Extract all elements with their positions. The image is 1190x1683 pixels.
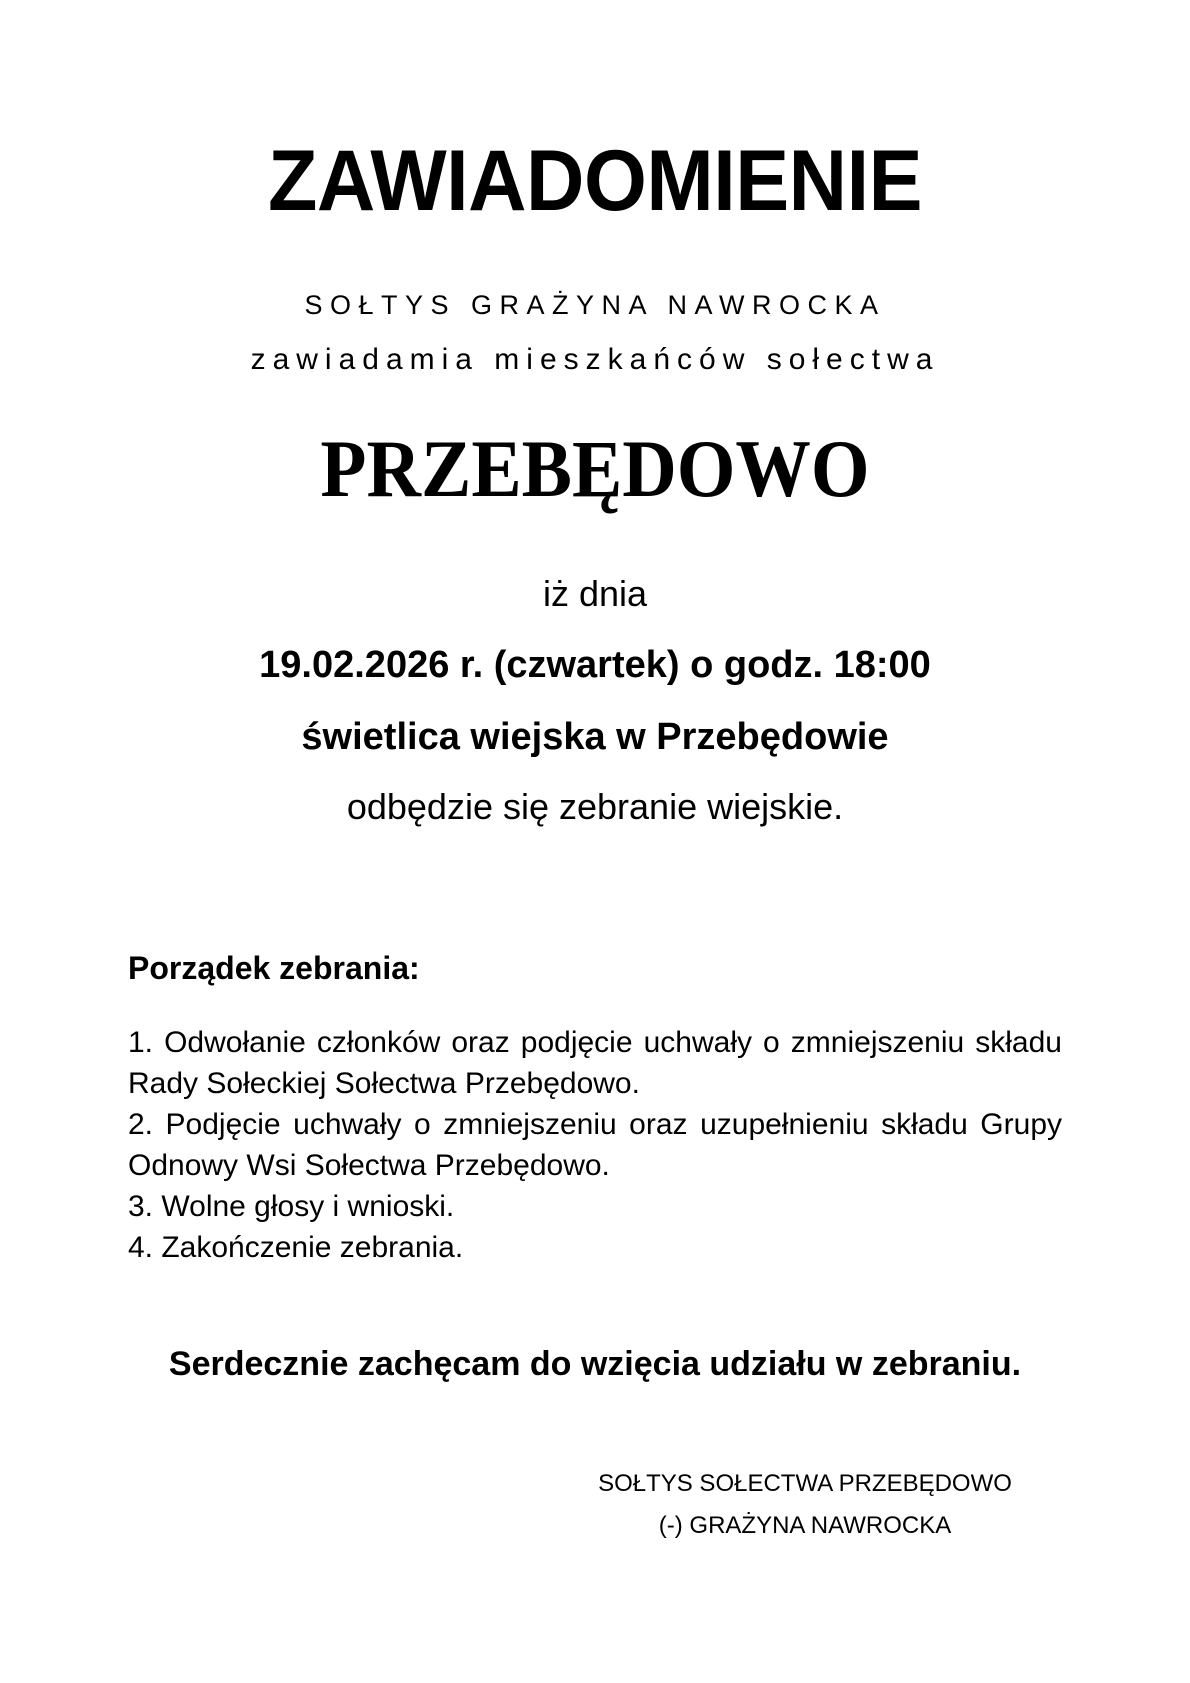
signature-role: SOŁTYS SOŁECTWA PRZEBĘDOWO (598, 1469, 1012, 1497)
meeting-event-text: odbędzie się zebranie wiejskie. (346, 786, 844, 827)
signature-block (128, 1463, 1062, 1547)
call-to-action: Serdecznie zachęcam do wzięcia udziału w zebraniu. (168, 1345, 1022, 1384)
agenda-item: 4. Zakończenie zebrania. (128, 1231, 464, 1265)
signature-name: (-) GRAŻYNA NAWROCKA (658, 1511, 952, 1539)
agenda-item: 2. Podjęcie uchwały o zmniejszeniu oraz uzupełnieniu składu Grupy Odnowy Wsi Sołectwa Przebędowo. (128, 1107, 1062, 1183)
meeting-datetime: 19.02.2026 r. (czwartek) o godz. 18:00 (259, 643, 931, 686)
agenda-item: 1. Odwołanie członków oraz podjęcie uchwały o zmniejszeniu składu Rady Sołeckiej Sołectwa Przebędowo. (128, 1025, 1062, 1100)
date-preposition: iż dnia (542, 573, 648, 615)
sender-block (128, 286, 1062, 382)
agenda-heading: Porządek zebrania: (128, 950, 420, 987)
sender-action-line: zawiadamia mieszkańców sołectwa (250, 343, 940, 377)
meeting-venue: świetlica wiejska w Przebędowie (301, 715, 889, 758)
sender-name: SOŁTYS GRAŻYNA NAWROCKA (304, 290, 886, 320)
village-name: PRZEBĘDOWO (320, 423, 870, 515)
page-title: ZAWIADOMIENIE (267, 133, 923, 229)
agenda-item: 3. Wolne głosy i wnioski. (128, 1190, 455, 1224)
meeting-details (128, 560, 1062, 841)
agenda-list (128, 1022, 1062, 1269)
agenda-section (128, 949, 1062, 1268)
